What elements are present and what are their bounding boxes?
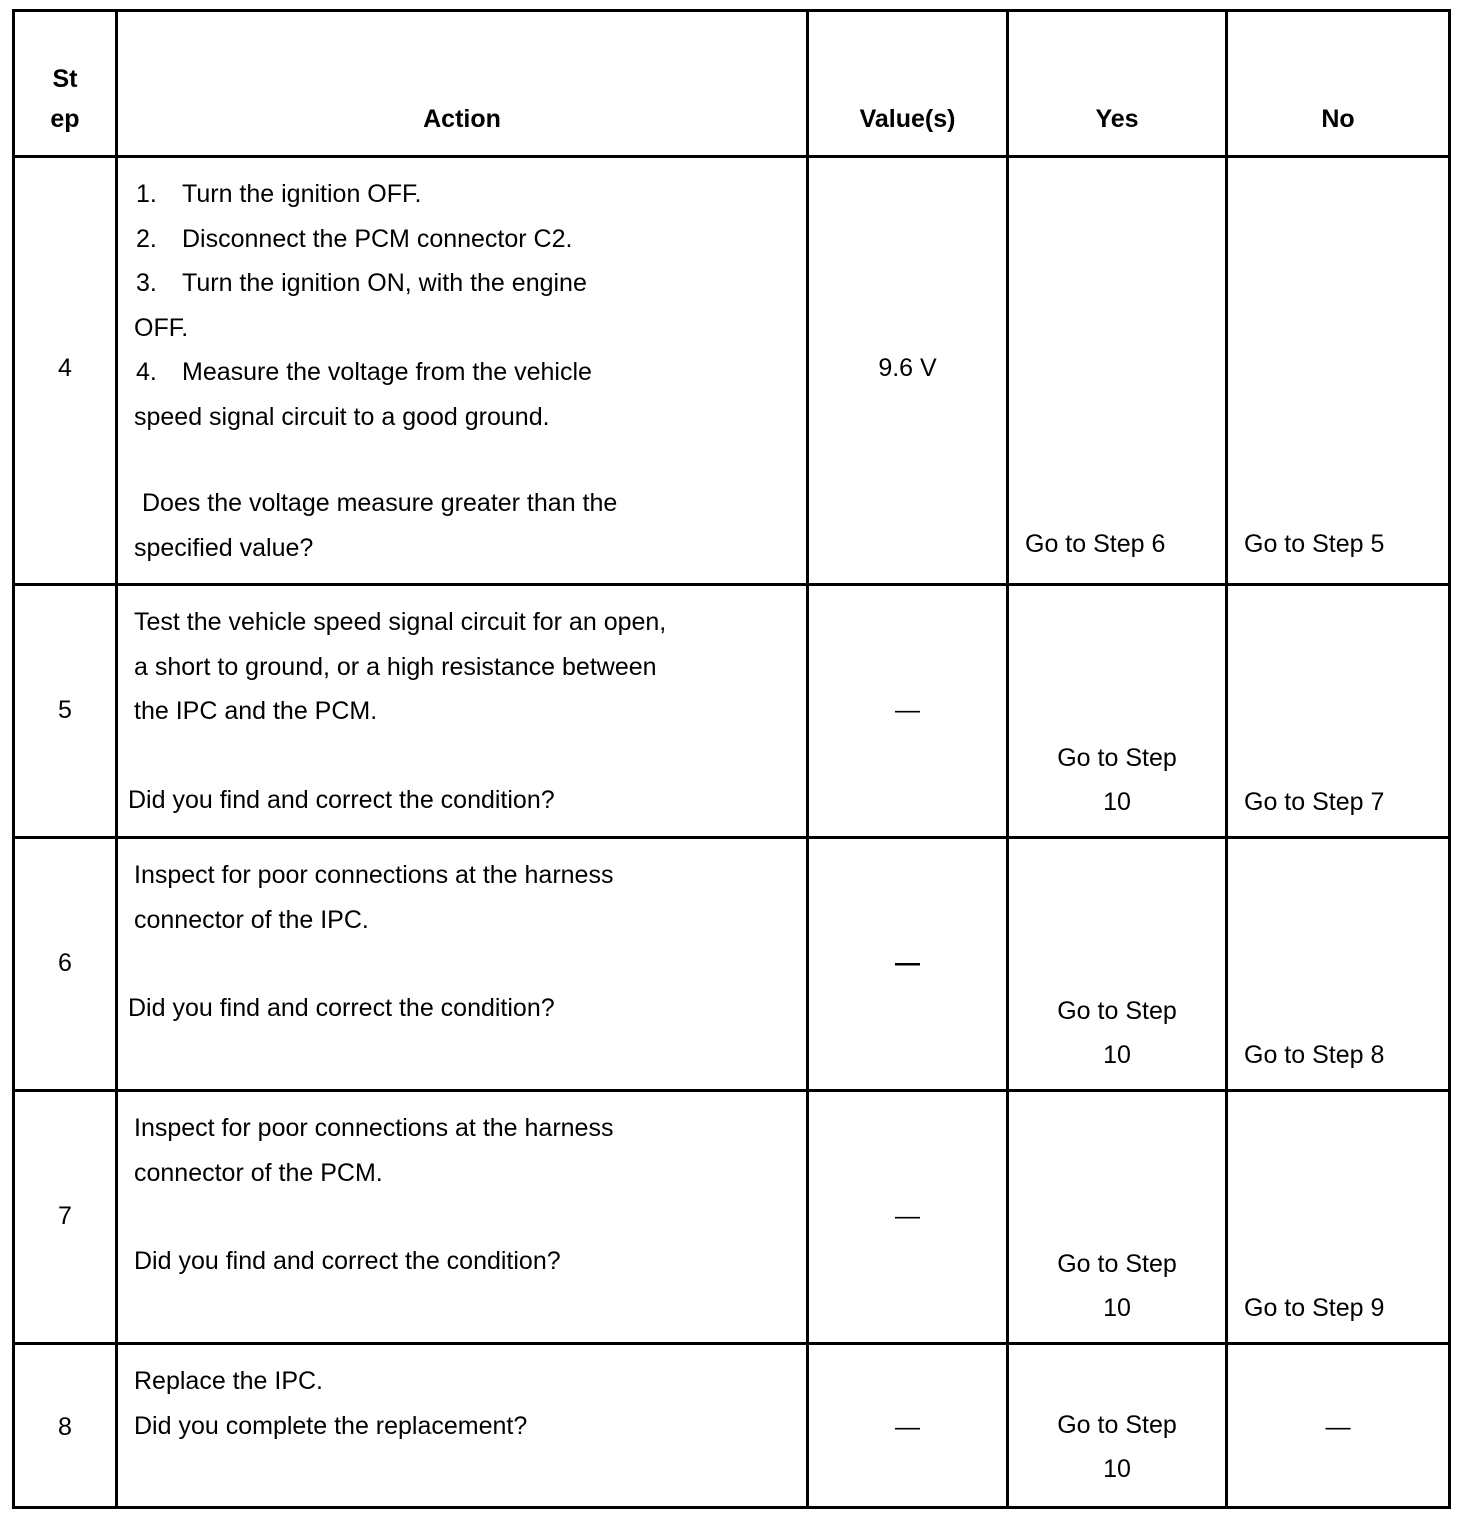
list-item-continued: speed signal circuit to a good ground.: [134, 402, 550, 431]
header-yes: Yes: [1095, 105, 1139, 133]
no-text: Go to Step 8: [1244, 1041, 1385, 1069]
yes-text: Go to Step 10: [1057, 744, 1177, 816]
action-cell: [117, 1091, 808, 1344]
header-action-cell: [117, 11, 808, 157]
action-text: Inspect for poor connections at the harness connector of the IPC. Did you find and correct the condition?: [134, 853, 794, 1031]
action-cell: [117, 157, 808, 585]
value-cell: [808, 1091, 1008, 1344]
step-number: 6: [58, 949, 72, 977]
no-cell: [1227, 585, 1450, 838]
no-cell: [1227, 1091, 1450, 1344]
yes-cell: [1008, 838, 1227, 1091]
header-action: Action: [423, 105, 501, 133]
yes-cell: [1008, 1344, 1227, 1508]
action-cell: [117, 838, 808, 1091]
list-item-continued: OFF.: [134, 313, 189, 342]
action-cell: [117, 585, 808, 838]
action-text: Replace the IPC. Did you complete the replacement?: [134, 1359, 794, 1448]
table-row: [14, 1344, 1450, 1508]
yes-text: Go to Step 10: [1057, 1250, 1177, 1322]
action-question: Did you find and correct the condition?: [128, 994, 555, 1022]
value-cell: [808, 585, 1008, 838]
list-item: 4. Measure the voltage from the vehicle: [136, 358, 592, 386]
header-no: No: [1321, 105, 1355, 133]
list-item: 2. Disconnect the PCM connector C2.: [136, 224, 573, 253]
no-text: Go to Step 9: [1244, 1294, 1385, 1322]
no-text: Go to Step 7: [1244, 788, 1385, 816]
value-text: —: [895, 1413, 920, 1441]
action-question: Did you complete the replacement?: [134, 1411, 528, 1440]
step-cell: [14, 585, 117, 838]
yes-cell: [1008, 1091, 1227, 1344]
value-text: —: [895, 949, 920, 977]
yes-cell: [1008, 157, 1227, 585]
step-cell: [14, 157, 117, 585]
action-question-continued: specified value?: [134, 533, 314, 562]
step-number: 8: [58, 1413, 72, 1441]
action-text: [134, 172, 794, 570]
step-cell: [14, 838, 117, 1091]
header-values-cell: [808, 11, 1008, 157]
table-row: [14, 838, 1450, 1091]
yes-text: Go to Step 6: [1025, 530, 1166, 558]
action-question: Does the voltage measure greater than the: [142, 489, 618, 517]
header-values: Value(s): [859, 105, 956, 133]
yes-cell: [1008, 585, 1227, 838]
header-step-cell: [14, 11, 117, 157]
no-text: —: [1325, 1413, 1351, 1441]
table-row: [14, 1091, 1450, 1344]
step-number: 5: [58, 696, 72, 724]
step-number: 4: [58, 354, 72, 382]
no-text: Go to Step 5: [1244, 530, 1385, 558]
header-no-cell: [1227, 11, 1450, 157]
action-cell: [117, 1344, 808, 1508]
value-cell: [808, 838, 1008, 1091]
table-header-row: [14, 11, 1450, 157]
value-text: —: [895, 696, 920, 724]
action-question: Did you find and correct the condition?: [128, 785, 555, 814]
yes-text: Go to Step 10: [1057, 997, 1177, 1069]
list-item: 3. Turn the ignition ON, with the engine: [136, 269, 587, 297]
no-cell: [1227, 838, 1450, 1091]
header-step: St ep: [50, 65, 80, 133]
no-cell: [1227, 1344, 1450, 1508]
step-cell: [14, 1344, 117, 1508]
table-row: [14, 585, 1450, 838]
table-row: [14, 157, 1450, 585]
step-number: 7: [58, 1202, 72, 1230]
diagnostic-table: [12, 9, 1451, 1509]
action-text: Test the vehicle speed signal circuit for an open, a short to ground, or a high resistance between the IPC and the PCM. Did you find and correct the condition?: [134, 600, 794, 822]
value-text: —: [895, 1202, 920, 1230]
action-question: Did you find and correct the condition?: [134, 1247, 561, 1275]
action-text: Inspect for poor connections at the harness connector of the PCM. Did you find and correct the condition?: [134, 1106, 794, 1284]
yes-text: Go to Step 10: [1057, 1411, 1177, 1483]
no-cell: [1227, 157, 1450, 585]
list-item: 1. Turn the ignition OFF.: [136, 180, 422, 208]
step-cell: [14, 1091, 117, 1344]
value-text: 9.6 V: [878, 354, 937, 382]
value-cell: [808, 157, 1008, 585]
header-yes-cell: [1008, 11, 1227, 157]
value-cell: [808, 1344, 1008, 1508]
